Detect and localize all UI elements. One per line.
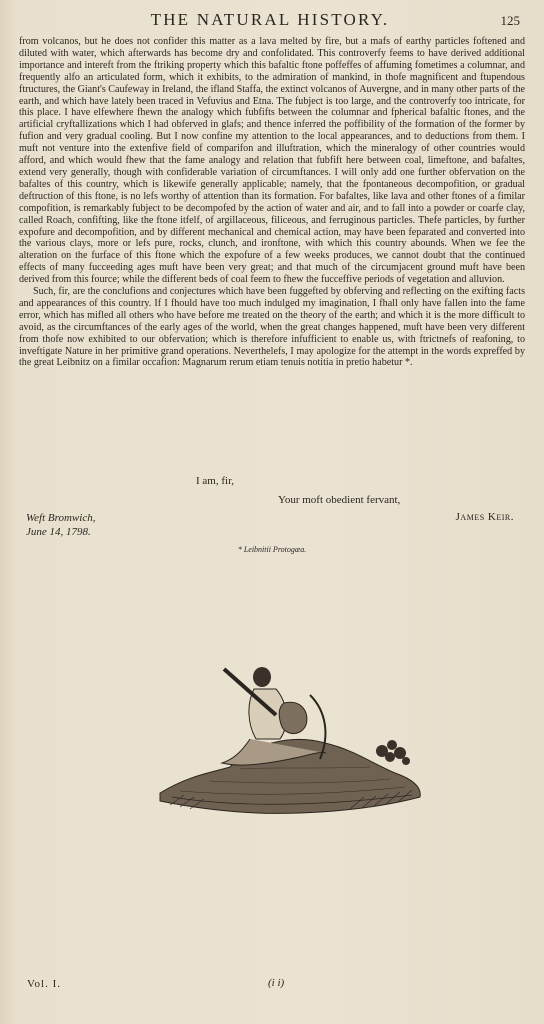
volume-label: Vol. I. [27, 978, 61, 990]
place: Weft Bromwich, [26, 512, 96, 524]
place-date [26, 511, 95, 539]
salutation: I am, fir, [196, 475, 235, 487]
author-signature: James Keir. [455, 511, 514, 523]
footnote: * Leibnitii Protogæa. [237, 545, 307, 554]
signature-mark: (i i) [268, 977, 285, 989]
page-number: 125 [500, 13, 520, 28]
complimentary-close: Your moft obedient fervant, [278, 494, 401, 506]
running-head [0, 10, 544, 32]
paragraph-1: from volcanos, but he does not confider this matter as a lava melted by fire, but a mafs of earthy particles foftened and diluted with water, which afterwards has become dry and confolidated. This controverfy feems to have derived additional importance and intereft from the ftriking property which this bafaltic ftone poffeffes of affuming fometimes a columnar, and frequently alfo an articulated form, which it exhibits, to the admiration of mankind, in thofe magnificent and ftupendous ftructures, the Giant's Caufeway in Ireland, the ifland Staffa, the extinct volcanos of Auvergne, and in many other parts of the earth, and which have lately been traced in Vefuvius and Etna. The fubject is too large, and the controverfy too intricate, for this place. I have elfewhere fhewn the analogy which fubfifts between the columnar and fpherical bafaltic ftones, and the artificial cryftallizations which I had obferved in glafs; and thence inferred the poffibility of the formation of the former by fufion and very gradual cooling. But I now confine my attention to the local appearances, and to deductions from them. I muft not venture into the extenfive field of comparifon and illuftration, which the mineralogy of other countries would afford, and which would fhew that the fame analogy and relation that fubfift here between coal, limeftone, and bafaltes, extend very generally, though with confiderable variation of circumftances. I will only add one further obfervation on the bafaltes of this country, which is likewife generally applicable; namely, that the fpontaneous decompofition, or gradual deftruction of this ftone, is no lefs worthy of attention than its formation. For bafaltes, like lava and other ftones of a fimilar compofition, is remarkably fubject to be decompofed by the action of water and air, and to fall into a powder or coarfe clay, called Roach, confifting, like the ftone itfelf, of argillaceous, filiceous, and ferruginous particles. Thefe particles, by further expofure and decompofition, and by different mechanical and chemical action, may have been feparated and converted into the various clays, more or lefs pure, rocks, clunch, and ironftone, with which this country abounds. When we fee the alteration on the furface of this ftone which the expofure of a few weeks produces, we cannot doubt that the continued effects of many fucceeding ages muft have been very great; and that much of the circumjacent ground muft have been derived from this fource; while the different beds of coal feem to fhew the fucceffive periods of vegetation and alluvion. [19, 36, 525, 286]
paragraph-2: Such, fir, are the conclufions and conjectures which have been fuggefted by obferving and reflecting on the exifting facts and appearances of this country. If I fhould have too much indulged my imagination, I fhall only have fallen into the fame error, which has mifled all others who have before me treated on the theory of the earth; and which it is the more difficult to avoid, as the circumftances of the early ages of the world, when the great changes happened, muft have been very different from thofe now exhibited to our obfervation; which is therefore infufficient to enable us, with ftrictnefs of reafoning, to inveftigate Nature in her primitive grand operations. Neverthelefs, I may apologize for the attempt in the words expreffed by the great Leibnitz on a fimilar occafion: Magnarum rerum etiam tenuis notitia in pretio habetur *. [19, 286, 525, 369]
body-text [19, 36, 525, 369]
running-title: THE NATURAL HISTORY. [150, 10, 390, 29]
engraved-vignette [150, 655, 430, 825]
date: June 14, 1798. [26, 526, 91, 538]
